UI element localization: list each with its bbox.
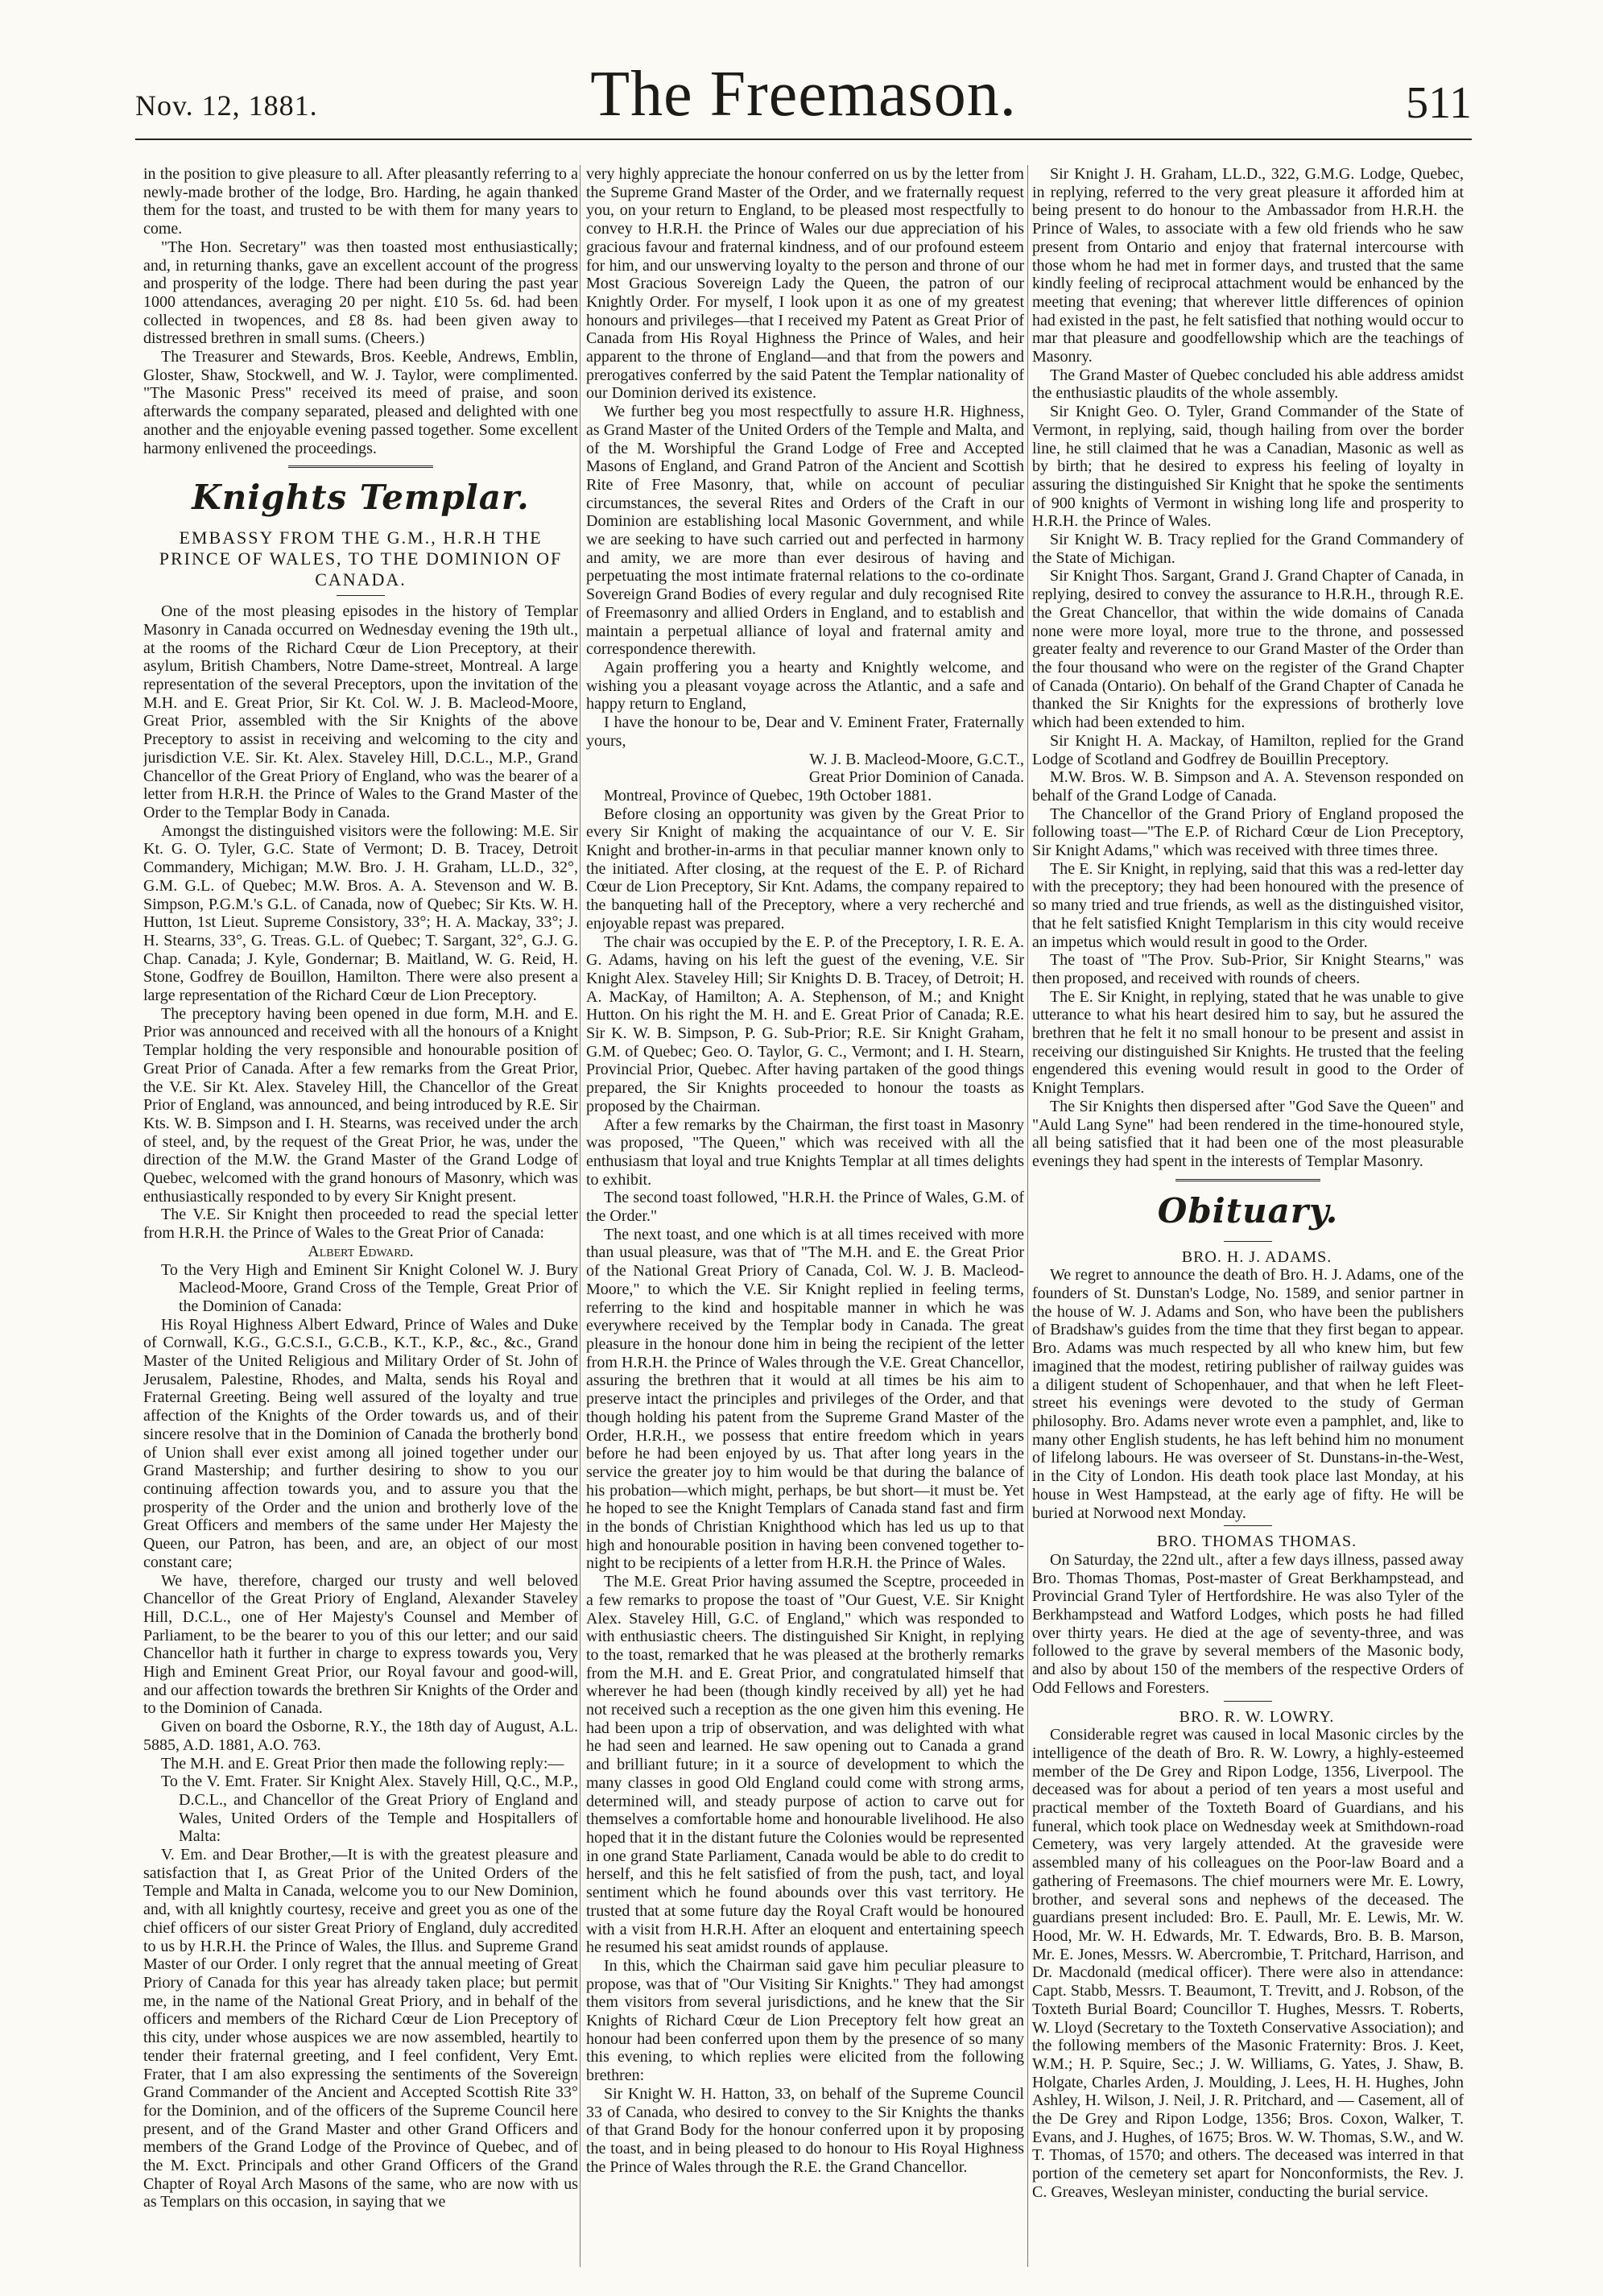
paragraph: The Grand Master of Quebec concluded his able address amidst the enthusiastic plaudits of the whole assembly. [1032, 366, 1464, 403]
paragraph: We have, therefore, charged our trusty and well beloved Chancellor of the Great Priory of England, Alexander Staveley Hill, D.C.L., one of Her Majesty's Counsel and Member of Parliament, to be the bearer to you of this our letter; and our said Chancellor hath it further in charge to express towards you, Very High and Eminent Great Prior, our Royal favour and good-will, and our affection towards the brethren Sir Knights of the Order and to the Dominion of Canada. [143, 1571, 578, 1718]
section-title: Obituary. [1157, 1190, 1339, 1231]
paragraph: Sir Knight Thos. Sargant, Grand J. Grand Chapter of Canada, in replying, desired to convey the assurance to H.R.H., through R.E. the Great Chancellor, that within the wide domains of Canada none were more loyal, more true to the throne, and possessed greater fealty and reverence to our Grand Master of the Order than the four thousand who were on the register of the Grand Chapter of Canada (Ontario). On behalf of the Grand Chapter of Canada he thanked the Sir Knights for the expressions of brotherly love which had been extended to him. [1032, 567, 1464, 732]
obituary-heading: BRO. H. J. ADAMS. [1181, 1247, 1332, 1266]
paragraph: Sir Knight Geo. O. Tyler, Grand Commander of the State of Vermont, in replying, said, though hailing from over the border line, he still claimed that he was a Canadian, Masonic as well as by birth; that he desired to express his feeling of loyalty in assuring the distinguished Sir Knight that he spoke the sentiments of 900 knights of Vermont in wishing long life and prosperity to H.R.H. the Prince of Wales. [1032, 403, 1464, 531]
headline-rule [337, 595, 385, 596]
paragraph: On Saturday, the 22nd ult., after a few days illness, passed away Bro. Thomas Thomas, Post-master of Great Berkhampstead, and Provincial Grand Tyler of Hertfordshire. He was also Tyler of the Berkhampstead and Watford Lodges, which posts he had filled over thirty years. He died at the age of seventy-three, and was followed to the grave by several members of the Masonic body, and also by about 150 of the members of the respective Orders of Odd Fellows and Foresters. [1032, 1550, 1464, 1697]
paragraph: "The Hon. Secretary" was then toasted most enthusiastically; and, in returning thanks, gave an excellent account of the progress and prosperity of the lodge. There had been during the past year 1000 attendances, averaging 20 per night. £10 5s. 6d. had been collected in twopences, and £8 8s. had been given away to distressed brethren in small sums. (Cheers.) [143, 238, 578, 348]
obituary-rule [1224, 1701, 1272, 1702]
paragraph: I have the honour to be, Dear and V. Eminent Frater, Fraternally yours, [586, 714, 1024, 750]
paragraph: Considerable regret was caused in local Masonic circles by the intelligence of the death of Bro. R. W. Lowry, a highly-esteemed member of the De Grey and Ripon Lodge, 1356, Liverpool. The deceased was for about a period of ten years a most useful and practical member of the Toxteth Board of Guardians, and his funeral, which took place on Wednesday week at Smithdown-road Cemetery, was very largely attended. At the graveside were assembled many of his colleagues on the Poor-law Board and a gathering of Freemasons. The chief mourners were Mr. E. Lowry, brother, and several sons and nephews of the deceased. The guardians present included: Bro. E. Paull, Mr. E. Lewis, Mr. W. Hood, Mr. W. H. Edwards, Mr. T. Edwards, Bro. B. B. Marson, Mr. E. Jones, Messrs. W. Abercrombie, T. Pritchard, Harrison, and Dr. Macdonald (medical officer). There were also in attendance: Capt. Stabb, Messrs. T. Beaumont, T. Trevitt, and J. Robson, of the Toxteth Burial Board; Councillor T. Hughes, Messrs. T. Roberts, W. Lloyd (Secretary to the Toxteth Conservative Association); and the following members of the Masonic Fraternity: Bros. J. Keet, W.M.; H. P. Squire, Sec.; J. W. Williams, G. Yates, J. Shaw, B. Holgate, Charles Arden, J. Moulding, J. Lees, H. H. Hughes, John Ashley, H. Wilson, J. Neil, J. R. Pritchard, and — Casement, all of the De Grey and Ripon Lodge, 1356; Bros. Coxon, Walker, T. Evans, and J. Hughes, of 1675; Bros. W. W. Thomas, S.W., and W. T. Thomas, of 1570; and others. The deceased was interred in that portion of the cemetery set apart for Nonconformists, the Rev. J. C. Greaves, Wesleyan minister, conducting the burial service. [1032, 1726, 1464, 2201]
paragraph: The chair was occupied by the E. P. of the Preceptory, I. R. E. A. G. Adams, having on his left the guest of the evening, V.E. Sir Knight Alex. Staveley Hill; Sir Knights D. B. Tracey, of Detroit; H. A. MacKay, of Hamilton; A. A. Stephenson, of M.; and Knight Hutton. On his right the M. H. and E. Great Prior of Canada; R.E. Sir K. W. B. Simpson, P. G. Sub-Prior; R.E. Sir Knight Graham, G.M. of Quebec; Geo. O. Taylor, G. C., Vermont; and I. H. Stearn, Provincial Prior, Quebec. After having partaken of the good things prepared, the Sir Knights proceeded to honour the toasts as proposed by the Chairman. [586, 933, 1024, 1115]
paragraph: The Treasurer and Stewards, Bros. Keeble, Andrews, Emblin, Gloster, Shaw, Stockwell, and W. J. Taylor, were complimented. "The Masonic Press" received its meed of praise, and soon afterwards the company separated, pleased and delighted with one another and the enjoyable evening passed together. Some excellent harmony enlivened the proceedings. [143, 348, 578, 457]
paragraph: Sir Knight H. A. Mackay, of Hamilton, replied for the Grand Lodge of Scotland and Godfrey de Bouillin Preceptory. [1032, 731, 1464, 768]
paragraph: One of the most pleasing episodes in the history of Templar Masonry in Canada occurred on Wednesday evening the 19th ult., at the rooms of the Richard Cœur de Lion Preceptory, at their asylum, British Chambers, Notre Dame-street, Montreal. A large representation of the several Preceptors, upon the invitation of the M.H. and E. Great Prior, Sir Kt. Col. W. J. B. Macleod-Moore, Great Prior, assembled with the Sir Knights of the above Preceptory to assist in receiving and welcoming to the city and jurisdiction V.E. Sir. Kt. Alex. Staveley Hill, D.C.L., M.P., Grand Chancellor of the Great Priory of England, who was the bearer of a letter from H.R.H. the Prince of Wales to the Grand Master of the Order to the Templar Body in Canada. [143, 602, 578, 821]
page-number: 511 [1406, 78, 1472, 128]
paragraph: The E. Sir Knight, in replying, stated that he was unable to give utterance to what his heart desired him to say, but he assured the brethren that he felt it no small honour to be present and assist in receiving our distinguished Sir Knights. He trusted that the feeling engendered this evening would result in good to the Order of Knight Templars. [1032, 987, 1464, 1098]
paragraph: Before closing an opportunity was given by the Great Prior to every Sir Knight of making the acquaintance of our V. E. Sir Knight and brother-in-arms in that peculiar manner known only to the initiated. After closing, at the request of the E. P. of Richard Cœur de Lion Preceptory, Sir Knt. Adams, the company repaired to the banqueting hall of the Preceptory, where a very recherché and enjoyable repast was prepared. [586, 805, 1024, 933]
paragraph: in the position to give pleasure to all. After pleasantly referring to a newly-made brother of the lodge, Bro. Harding, he again thanked them for the toast, and trusted to be with them for many years to come. [143, 165, 578, 238]
paragraph: His Royal Highness Albert Edward, Prince of Wales and Duke of Cornwall, K.G., G.C.S.I., G.C.B., K.T., K.P., &c., &c., Grand Master of the United Religious and Military Order of St. John of Jerusalem, Palestine, Rhodes, and Malta, sends his Royal and Fraternal Greeting. Being well assured of the loyalty and true affection of the Knights of the Order towards us, and of their sincere resolve that in the Dominion of Canada the brotherly bond of Union shall ever exist among all joined together under our Grand Mastership; and further desiring to show to you our continuing affection towards you, and to assure you that the prosperity of the Order and the union and brotherly love of the Great Officers and members of the same under Her Majesty the Queen, our Patron, has been, and are, an object of our most constant care; [143, 1315, 578, 1571]
paragraph: V. Em. and Dear Brother,—It is with the greatest pleasure and satisfaction that I, as Great Prior of the United Orders of the Temple and Malta in Canada, welcome you to our New Dominion, and, with all knightly courtesy, receive and greet you as one of the chief officers of our sister Great Priory of England, duly accredited to us by H.R.H. the Prince of Wales, the Illus. and Supreme Grand Master of our Order. I only regret that the annual meeting of Great Priory of Canada for this year has already taken place; but permit me, in the name of the National Great Priory, and in behalf of the officers and members of the Richard Cœur de Lion Preceptory of this city, under whose auspices we are now assembled, heartily to tender their fraternal greeting, and I feel confident, Very Emt. Frater, that I am also expressing the sentiments of the Sovereign Grand Commander of the Ancient and Accepted Scottish Rite 33° for the Dominion, and of the officers of the Supreme Council here present, and of the Grand Master and other Grand Officers and members of the Grand Lodge of the Province of Quebec, and of the M. Exct. Principals and other Grand Officers of the Grand Chapter of Royal Arch Masons of the same, who are now with us as Templars on this occasion, in saying that we [143, 1846, 578, 2211]
paragraph: The E. Sir Knight, in replying, said that this was a red-letter day with the preceptory; they had been honoured with the presence of so many tried and true friends, as well as the distinguished visitor, that he felt satisfied Knight Templarism in this city would receive an impetus which would result in good to the Order. [1032, 859, 1464, 951]
paragraph: Sir Knight J. H. Graham, LL.D., 322, G.M.G. Lodge, Quebec, in replying, referred to the very great pleasure it afforded him at being present to do honour to the Ambassador from H.R.H. the Prince of Wales, to associate with a few old friends who he saw present from Ontario and enjoy that fraternal intercourse with those whom he had met in former days, and trusted that the same kindly feeling of reciprocal attachment would be enhanced by the meeting that evening; that wherever little differences of opinion had existed in the past, he felt satisfied that nothing would occur to mar that pleasure and goodfellowship which are the teachings of Masonry. [1032, 165, 1464, 366]
column-2 [586, 165, 1024, 2267]
paragraph: The second toast followed, "H.R.H. the Prince of Wales, G.M. of the Order." [586, 1189, 1024, 1226]
section-rule [288, 465, 433, 471]
column-1 [143, 165, 578, 2267]
masthead [135, 48, 1472, 137]
paragraph: The toast of "The Prov. Sub-Prior, Sir Knight Stearns," was then proposed, and received with rounds of cheers. [1032, 951, 1464, 987]
paragraph: The Sir Knights then dispersed after "God Save the Queen" and "Auld Lang Syne" had been rendered in the time-honoured style, all being satisfied that it had been one of the most pleasurable evenings they had spent in the interests of Templar Masonry. [1032, 1097, 1464, 1170]
article-headline: EMBASSY FROM THE G.M., H.R.H THE PRINCE OF WALES, TO THE DOMINION OF CANADA. [159, 527, 563, 590]
paragraph: Amongst the distinguished visitors were the following: M.E. Sir Kt. G. O. Tyler, G.C. State of Vermont; D. B. Tracey, Detroit Commandery, Michigan; M.W. Bro. J. H. Graham, LL.D., 32°, G.M. G.L. of Quebec; M.W. Bros. A. A. Stevenson and W. B. Simpson, P.G.M.'s G.L. of Canada, now of Quebec; Sir Kts. W. H. Hutton, 1st Lieut. Supreme Consistory, 33°; H. A. Mackay, 33°; J. H. Stearns, 33°, G. Treas. G.L. of Quebec; T. Sargant, 32°, G.J. G. Chap. Canada; J. Kyle, Gondernar; B. Maitland, W. G. Reid, H. Stone, Godfrey de Bouillon, Hamilton. There were also present a large representation of the Richard Cœur de Lion Preceptory. [143, 821, 578, 1005]
paragraph: Again proffering you a hearty and Knightly welcome, and wishing you a pleasant voyage across the Atlantic, and a safe and happy return to England, [586, 658, 1024, 714]
signature: W. J. B. Macleod-Moore, G.C.T., [809, 750, 1024, 768]
section-title: Knights Templar. [192, 478, 530, 518]
paragraph: We further beg you most respectfully to assure H.R. Highness, as Grand Master of the United Orders of the Temple and Malta, and of the M. Worshipful the Grand Lodge of Free and Accepted Masons of England, and Grand Patron of the Ancient and Scottish Rite of Free Masonry, that, while on account of peculiar circumstances, the several Rites and Orders of the Craft in our Dominion are establishing local Masonic Government, and while we are seeking to have such carried out and perfected in harmony and amity, we are more than ever desirous of having and perpetuating the most intimate fraternal relations to the co-ordinate Sovereign Grand Bodies of every regular and duly recognised Rite of Freemasonry and allied Orders in England, and to establish and maintain a perpetual alliance of loyal and fraternal amity and correspondence therewith. [586, 403, 1024, 659]
paragraph: The Chancellor of the Grand Priory of England proposed the following toast—"The E.P. of Richard Cœur de Lion Preceptory, Sir Knight Adams," which was received with three times three. [1032, 805, 1464, 860]
obituary-rule [1224, 1525, 1272, 1526]
issue-date: Nov. 12, 1881. [135, 89, 318, 122]
masthead-rule [135, 139, 1472, 140]
letter-address: To the V. Emt. Frater. Sir Knight Alex. Stavely Hill, Q.C., M.P., D.C.L., and Chancellor of the Great Priory of England and Wales, United Orders of the Temple and Hospitallers of Malta: [161, 1773, 578, 1846]
column-divider [1027, 165, 1028, 2267]
paragraph: Montreal, Province of Quebec, 19th October 1881. [604, 786, 932, 805]
obituary-heading: BRO. R. W. LOWRY. [1179, 1707, 1335, 1726]
paragraph: M.W. Bros. W. B. Simpson and A. A. Stevenson responded on behalf of the Grand Lodge of Canada. [1032, 768, 1464, 805]
obituary-heading: BRO. THOMAS THOMAS. [1156, 1533, 1357, 1551]
headline-rule [1224, 1241, 1272, 1242]
paragraph: Sir Knight W. B. Tracy replied for the Grand Commandery of the State of Michigan. [1032, 531, 1464, 567]
paragraph: Sir Knight W. H. Hatton, 33, on behalf of the Supreme Council 33 of Canada, who desired to convey to the Sir Knights the thanks of that Grand Body for the honour conferred upon it by proposing the toast, and in being pleased to do honour to His Royal Highness the Prince of Wales through the R.E. the Grand Chancellor. [586, 2084, 1024, 2176]
paragraph: After a few remarks by the Chairman, the first toast in Masonry was proposed, "The Queen," which was received with all the enthusiasm that loyal and true Knights Templar at all times delights to exhibit. [586, 1115, 1024, 1189]
signature-title: Great Prior Dominion of Canada. [808, 768, 1024, 787]
paragraph: The M.E. Great Prior having assumed the Sceptre, proceeded in a few remarks to propose the toast of "Our Guest, V.E. Sir Knight Alex. Staveley Hill, G.C. of England," which was responded to with enthusiastic cheers. The distinguished Sir Knight, in replying to the toast, remarked that he was pleased at the brotherly remarks from the M.H. and E. Great Prior, and congratulated himself that wherever he had been (though kindly received by all) yet he had not received such a reception as the one given him this evening. He had been upon a trip of observation, and was delighted with what he had seen and learned. He saw opening out to Canada a grand and brilliant future; in it a source of development to which the many classes in good Old England could come with strong arms, determined will, and steady purpose of action to carve out for themselves a comfortable home and honourable livelihood. He also hoped that it in the distant future the Colonies would be represented in one grand State Parliament, Canada would be able to do credit to herself, and this he felt satisfied of from the push, tact, and loyal sentiment which he found abounds over this vast territory. He trusted that at some future day the Royal Craft would be honoured with a visit from H.R.H. After an eloquent and entertaining speech he resumed his seat amidst rounds of applause. [586, 1573, 1024, 1957]
paragraph: very highly appreciate the honour conferred on us by the letter from the Supreme Grand Master of the Order, and we fraternally request you, on your return to England, to be pleased most respectfully to convey to H.R.H. the Prince of Wales our due appreciation of his gracious favour and fraternal kindness, and of our profound esteem for him, and our unswerving loyalty to the person and throne of our Most Gracious Sovereign Lady the Queen, the patron of our Knightly Order. For myself, I look upon it as one of my greatest honours and privileges—that I received my Patent as Great Prior of Canada from His Royal Highness the Prince of Wales, and heir apparent to the throne of England—and that from the powers and prerogatives conferred by the said Patent the Templar nationality of our Dominion derived its existence. [586, 165, 1024, 403]
paragraph: The next toast, and one which is at all times received with more than usual pleasure, was that of "The M.H. and E. the Great Prior of the National Great Priory of Canada, Col. W. J. B. Macleod-Moore," to which the V.E. Sir Knight replied in feeling terms, referring to the kind and hospitable manner in which he was everywhere received by the Templar body in Canada. The great pleasure in the honour done him in being the recipient of the letter from H.R.H. the Prince of Wales through the V.E. Great Chancellor, assuring the brethren that it would at all times be his aim to preserve intact the principles and privileges of the Order, and that though holding his patent from the Supreme Grand Master of the Order, H.R.H., we possess that entire freedom which in years before he had been enjoyed by us. That after long years in the service the greater joy to him would be that during the balance of his probation—which might, perhaps, be but short—it must be. Yet he hoped to see the Knight Templars of Canada stand fast and firm in the bonds of Christian Knighthood which has led us up to that high and honourable position in having been convened together to-night to be recipients of a letter from H.R.H. the Prince of Wales. [586, 1225, 1024, 1573]
paragraph: Given on board the Osborne, R.Y., the 18th day of August, A.L. 5885, A.D. 1881, A.O. 763. [143, 1718, 578, 1754]
paragraph: The preceptory having been opened in due form, M.H. and E. Prior was announced and received with all the honours of a Knight Templar holding the very responsible and honourable position of Great Prior of Canada. After a few remarks from the Great Prior, the V.E. Sir Kt. Alex. Staveley Hill, the Chancellor of the Great Prior of England, was announced, and being introduced by R.E. Sir Kts. W. B. Simpson and I. H. Stearns, was received under the arch of steel, and, by the request of the Great Prior, he was, under the direction of the M.W. the Grand Master of the Grand Lodge of Quebec, welcomed with the grand honours of Masonry, which was enthusiastically responded to by every Sir Knight present. [143, 1004, 578, 1206]
paragraph: The V.E. Sir Knight then proceeded to read the special letter from H.R.H. the Prince of Wales to the Great Prior of Canada: [143, 1206, 578, 1243]
column-3 [1032, 165, 1464, 2267]
paragraph: The M.H. and E. Great Prior then made the following reply:— [161, 1754, 564, 1773]
section-rule [1175, 1179, 1320, 1185]
newspaper-title: The Freemason. [590, 59, 1017, 130]
paragraph: In this, which the Chairman said gave him peculiar pleasure to propose, was that of "Our Visiting Sir Knights." They had amongst them visitors from several jurisdictions, and he knew that the Sir Knights of Richard Cœur de Lion Preceptory felt how great an honour had been conferred upon them by the presence of so many this evening, to which replies were elicited from the following brethren: [586, 1956, 1024, 2085]
paragraph: We regret to announce the death of Bro. H. J. Adams, one of the founders of St. Dunstan's Lodge, No. 1589, and senior partner in the house of W. J. Adams and Son, who have been the publishers of Bradshaw's guides from the time that they first began to appear. Bro. Adams was much respected by all who knew him, but few imagined that the modest, retiring publisher of railway guides was a diligent student of Schopenhauer, and that when he left Fleet-street his evenings were devoted to the study of German philosophy. Bro. Adams never wrote even a pamphlet, and, like to many other English students, he has left behind him no monument of lifelong labours. He was overseer of St. Dunstans-in-the-West, in the City of London. His death took place last Monday, at his house in West Hampstead, at the early age of fifty. He will be buried at Norwood next Monday. [1032, 1266, 1464, 1522]
letter-address: To the Very High and Eminent Sir Knight Colonel W. J. Bury Macleod-Moore, Grand Cross of the Temple, Great Prior of the Dominion of Canada: [161, 1260, 578, 1315]
letter-heading: Albert Edward. [308, 1242, 414, 1260]
